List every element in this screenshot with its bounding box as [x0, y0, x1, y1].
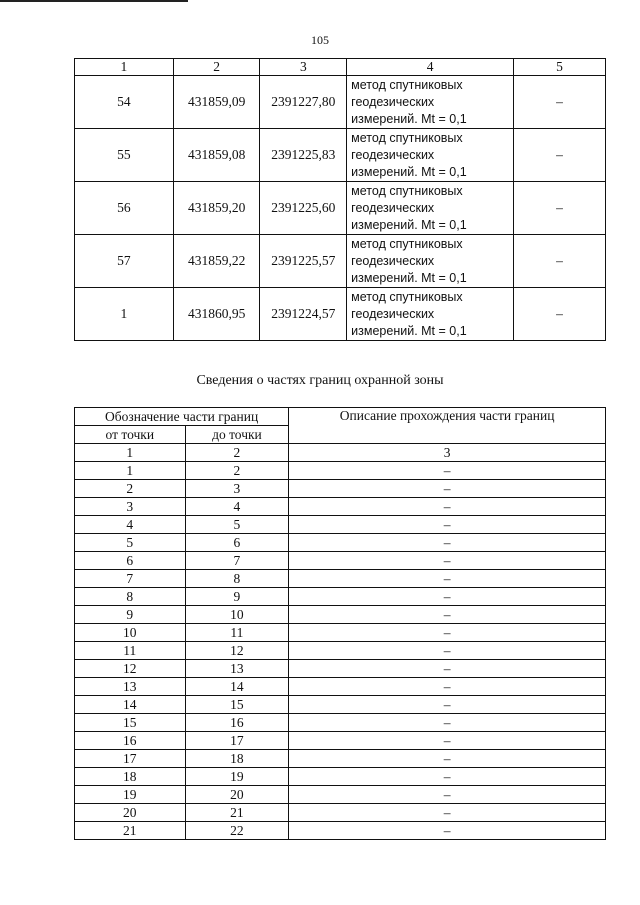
parts-description: –: [289, 516, 606, 534]
coords-header-row: [75, 59, 606, 76]
parts-to: 16: [185, 714, 289, 732]
parts-from: 3: [75, 498, 186, 516]
boundary-parts-table: [74, 407, 606, 840]
parts-description: –: [289, 678, 606, 696]
coords-y: 2391225,57: [260, 235, 347, 288]
coordinates-table: [74, 58, 606, 341]
coords-y: 2391225,60: [260, 182, 347, 235]
parts-row: [75, 768, 606, 786]
parts-from: 11: [75, 642, 186, 660]
parts-header-to: до точки: [185, 426, 289, 444]
parts-row: [75, 552, 606, 570]
parts-row: [75, 804, 606, 822]
parts-description: –: [289, 570, 606, 588]
coords-note: –: [514, 129, 606, 182]
parts-description: –: [289, 750, 606, 768]
parts-row: [75, 606, 606, 624]
parts-row: [75, 480, 606, 498]
parts-to: 21: [185, 804, 289, 822]
parts-number-2: 2: [185, 444, 289, 462]
parts-row: [75, 570, 606, 588]
parts-row: [75, 822, 606, 840]
coords-method-line: измерений. Mt = 0,1: [351, 217, 467, 232]
coords-x: 431859,08: [173, 129, 260, 182]
parts-from: 12: [75, 660, 186, 678]
coords-note: –: [514, 235, 606, 288]
coords-x: 431859,22: [173, 235, 260, 288]
parts-to: 2: [185, 462, 289, 480]
parts-to: 7: [185, 552, 289, 570]
parts-description: –: [289, 768, 606, 786]
coords-y: 2391225,83: [260, 129, 347, 182]
coords-method-line: геодезических: [351, 94, 435, 109]
parts-number-row: [75, 444, 606, 462]
parts-row: [75, 660, 606, 678]
coords-x: 431859,20: [173, 182, 260, 235]
coords-method-line: метод спутниковых: [351, 77, 463, 92]
parts-from: 18: [75, 768, 186, 786]
parts-row: [75, 642, 606, 660]
coords-method-line: метод спутниковых: [351, 289, 463, 304]
coords-method-line: геодезических: [351, 306, 435, 321]
parts-from: 16: [75, 732, 186, 750]
parts-to: 19: [185, 768, 289, 786]
coords-row: [75, 76, 606, 129]
coords-x: 431860,95: [173, 288, 260, 341]
parts-row: [75, 786, 606, 804]
parts-from: 17: [75, 750, 186, 768]
parts-from: 21: [75, 822, 186, 840]
parts-from: 6: [75, 552, 186, 570]
coords-header-5: 5: [514, 59, 606, 76]
page-number: 105: [311, 33, 329, 47]
coords-method-line: измерений. Mt = 0,1: [351, 111, 467, 126]
parts-row: [75, 750, 606, 768]
coords-method-line: метод спутниковых: [351, 130, 463, 145]
coords-method: [347, 235, 514, 288]
coords-method: [347, 288, 514, 341]
coords-header-2: 2: [173, 59, 260, 76]
parts-description: –: [289, 732, 606, 750]
parts-description: –: [289, 534, 606, 552]
parts-number-3: 3: [289, 444, 606, 462]
parts-description: –: [289, 462, 606, 480]
coords-method-line: метод спутниковых: [351, 183, 463, 198]
parts-to: 18: [185, 750, 289, 768]
parts-from: 5: [75, 534, 186, 552]
coords-method-line: геодезических: [351, 200, 435, 215]
parts-description: –: [289, 606, 606, 624]
parts-to: 17: [185, 732, 289, 750]
coords-point: 1: [75, 288, 174, 341]
parts-to: 3: [185, 480, 289, 498]
top-rule: [0, 0, 188, 2]
parts-from: 4: [75, 516, 186, 534]
parts-description: –: [289, 624, 606, 642]
parts-to: 13: [185, 660, 289, 678]
parts-from: 2: [75, 480, 186, 498]
parts-row: [75, 516, 606, 534]
coords-y: 2391227,80: [260, 76, 347, 129]
parts-header-row-1: [75, 408, 606, 426]
parts-description: –: [289, 660, 606, 678]
parts-to: 11: [185, 624, 289, 642]
parts-row: [75, 462, 606, 480]
coords-method: [347, 129, 514, 182]
parts-row: [75, 498, 606, 516]
coords-note: –: [514, 288, 606, 341]
coords-y: 2391224,57: [260, 288, 347, 341]
parts-to: 12: [185, 642, 289, 660]
parts-description: –: [289, 498, 606, 516]
coords-row: [75, 288, 606, 341]
coords-point: 57: [75, 235, 174, 288]
parts-from: 1: [75, 462, 186, 480]
coords-point: 55: [75, 129, 174, 182]
coords-x: 431859,09: [173, 76, 260, 129]
coords-row: [75, 235, 606, 288]
coords-method-line: геодезических: [351, 253, 435, 268]
coords-method: [347, 182, 514, 235]
coords-point: 54: [75, 76, 174, 129]
parts-from: 10: [75, 624, 186, 642]
parts-to: 5: [185, 516, 289, 534]
parts-row: [75, 696, 606, 714]
coords-method-line: измерений. Mt = 0,1: [351, 270, 467, 285]
coords-row: [75, 182, 606, 235]
parts-from: 15: [75, 714, 186, 732]
coords-header-1: 1: [75, 59, 174, 76]
coords-method-line: геодезических: [351, 147, 435, 162]
section-heading: Сведения о частях границ охранной зоны: [196, 373, 444, 388]
parts-description: –: [289, 588, 606, 606]
parts-from: 19: [75, 786, 186, 804]
coords-method-line: метод спутниковых: [351, 236, 463, 251]
parts-from: 9: [75, 606, 186, 624]
parts-to: 9: [185, 588, 289, 606]
parts-to: 8: [185, 570, 289, 588]
parts-description: –: [289, 714, 606, 732]
parts-description: –: [289, 642, 606, 660]
parts-to: 10: [185, 606, 289, 624]
parts-from: 13: [75, 678, 186, 696]
parts-description: –: [289, 786, 606, 804]
coords-header-4: 4: [347, 59, 514, 76]
parts-row: [75, 588, 606, 606]
parts-description: –: [289, 804, 606, 822]
parts-header-from: от точки: [75, 426, 186, 444]
parts-from: 14: [75, 696, 186, 714]
parts-row: [75, 624, 606, 642]
parts-from: 8: [75, 588, 186, 606]
coords-note: –: [514, 76, 606, 129]
parts-to: 14: [185, 678, 289, 696]
coords-method-line: измерений. Mt = 0,1: [351, 323, 467, 338]
parts-to: 6: [185, 534, 289, 552]
parts-row: [75, 678, 606, 696]
coords-note: –: [514, 182, 606, 235]
coords-method-line: измерений. Mt = 0,1: [351, 164, 467, 179]
parts-header-group: Обозначение части границ: [75, 408, 289, 426]
parts-header-description: Описание прохождения части границ: [289, 408, 606, 444]
parts-description: –: [289, 696, 606, 714]
parts-description: –: [289, 552, 606, 570]
parts-to: 4: [185, 498, 289, 516]
coords-method: [347, 76, 514, 129]
parts-to: 20: [185, 786, 289, 804]
coords-row: [75, 129, 606, 182]
parts-row: [75, 534, 606, 552]
coords-point: 56: [75, 182, 174, 235]
coords-header-3: 3: [260, 59, 347, 76]
parts-from: 7: [75, 570, 186, 588]
parts-from: 20: [75, 804, 186, 822]
parts-number-1: 1: [75, 444, 186, 462]
parts-row: [75, 732, 606, 750]
parts-to: 22: [185, 822, 289, 840]
parts-row: [75, 714, 606, 732]
parts-description: –: [289, 822, 606, 840]
parts-to: 15: [185, 696, 289, 714]
parts-description: –: [289, 480, 606, 498]
